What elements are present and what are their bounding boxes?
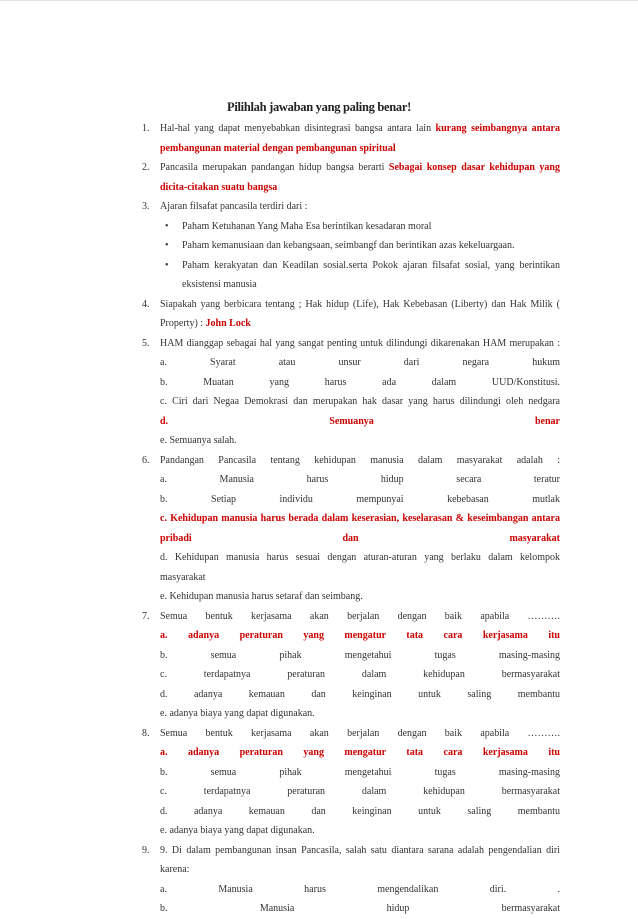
answer-text: John Lock <box>205 318 251 329</box>
question-stem: Pandangan Pancasila tentang kehidupan manusia dalam masyarakat adalah : <box>160 454 560 466</box>
option-c-answer-continued: pribadi dan masyarakat <box>160 532 560 544</box>
bullet-continuation: eksistensi manusia <box>182 279 257 290</box>
bullet-icon: • <box>165 240 169 251</box>
option-b: b. Setiap individu mempunyai kebebasan mutlak <box>160 493 560 505</box>
option-d: d. adanya kemauan dan keinginan untuk saling membantu <box>160 688 560 700</box>
option-d-continued: masyarakat <box>160 571 206 583</box>
answer-text: kurang seimbangnya antara <box>435 123 560 134</box>
option-a: a. Manusia harus mengendalikan diri. . <box>160 883 560 895</box>
question-stem: Hal-hal yang dapat menyebabkan disintegrasi bangsa antara lain <box>160 123 436 134</box>
question-9 <box>142 841 560 919</box>
question-stem: Semua bentuk kerjasama akan berjalan dengan baik apabila ………. <box>160 610 560 622</box>
option-b: b. Manusia hidup bermasyarakat <box>160 903 560 914</box>
option-d: d. Kehidupan manusia harus sesuai dengan aturan-aturan yang berlaku dalam kelompok <box>160 552 560 563</box>
question-5 <box>142 334 560 451</box>
question-stem: Ajaran filsafat pancasila terdiri dari : <box>160 201 308 212</box>
option-c: c. terdapatnya peraturan dalam kehidupan bermasyarakat <box>160 669 560 680</box>
question-number: 6. <box>142 454 150 466</box>
option-a-answer: a. adanya peraturan yang mengatur tata cara kerjasama itu <box>160 630 560 641</box>
option-d: d. adanya kemauan dan keinginan untuk saling membantu <box>160 805 560 817</box>
bullet-icon: • <box>165 220 169 232</box>
option-b: b. semua pihak mengetahui tugas masing-masing <box>160 649 560 661</box>
option-e: e. Semuanya salah. <box>160 435 237 446</box>
question-stem: Pancasila merupakan pandangan hidup bangsa berarti <box>160 162 389 173</box>
question-line <box>160 119 560 139</box>
option-c: c. Ciri dari Negaa Demokrasi dan merupakan hak dasar yang harus dilindungi oleh nedgara <box>160 396 560 407</box>
page-top-border <box>0 0 638 1</box>
question-number: 1. <box>142 123 150 134</box>
question-number: 8. <box>142 727 150 739</box>
question-7 <box>142 607 560 724</box>
question-line: Property) : John Lock <box>160 318 251 329</box>
question-number: 2. <box>142 162 150 173</box>
question-number: 7. <box>142 610 150 622</box>
question-stem: HAM dianggap sebagai hal yang sangat penting untuk dilindungi dikarenakan HAM merupakan : <box>160 337 560 349</box>
option-e: e. adanya biaya yang dapat digunakan. <box>160 825 315 836</box>
question-stem: Semua bentuk kerjasama akan berjalan dengan baik apabila ………. <box>160 727 560 739</box>
answer-text: pembangunan material dengan pembangunan spiritual <box>160 142 396 154</box>
question-list <box>142 119 560 919</box>
bullet-item: • Paham kerakyatan dan Keadilan sosial.serta Pokok ajaran filsafat sosial, yang berintikan <box>160 256 560 276</box>
answer-text: Sebagai konsep dasar kehidupan yang <box>388 162 560 173</box>
answer-text: dicita-citakan suatu bangsa <box>160 181 278 193</box>
question-number: 3. <box>142 201 150 212</box>
question-line: Siapakah yang berbicara tentang ; Hak hidup (Life), Hak Kebebasan (Liberty) dan Hak Milik ( <box>160 298 560 310</box>
question-4 <box>142 295 560 334</box>
option-b: b. Muatan yang harus ada dalam UUD/Konstitusi. <box>160 376 560 388</box>
option-c-answer: c. Kehidupan manusia harus berada dalam keserasian, keselarasan & keseimbangan antara <box>160 513 560 524</box>
bullet-item: • Paham kemanusiaan dan kebangsaan, seimbangf dan berintikan azas kekeluargaan. <box>160 236 560 256</box>
question-3 <box>142 197 560 295</box>
question-6 <box>142 451 560 607</box>
option-b: b. semua pihak mengetahui tugas masing-masing <box>160 766 560 778</box>
bullet-item: • Paham Ketuhanan Yang Maha Esa berintikan kesadaran moral <box>160 217 560 237</box>
question-8 <box>142 724 560 841</box>
page-title: Pilihlah jawaban yang paling benar! <box>227 100 411 114</box>
question-1 <box>142 119 560 158</box>
question-line <box>160 158 560 178</box>
option-c: c. terdapatnya peraturan dalam kehidupan bermasyarakat <box>160 786 560 797</box>
option-e: e. Kehidupan manusia harus setaraf dan seimbang. <box>160 591 363 602</box>
question-number: 5. <box>142 337 150 349</box>
option-a: a. Syarat atau unsur dari negara hukum <box>160 357 560 368</box>
question-number: 4. <box>142 298 150 310</box>
question-2 <box>142 158 560 197</box>
question-stem-continued: karena: <box>160 864 190 875</box>
option-a-answer: a. adanya peraturan yang mengatur tata cara kerjasama itu <box>160 747 560 758</box>
option-e: e. adanya biaya yang dapat digunakan. <box>160 708 315 719</box>
option-d-answer: d. Semuanya benar <box>160 415 560 427</box>
question-number: 9. <box>142 844 150 856</box>
question-stem: 9. Di dalam pembangunan insan Pancasila, salah satu diantara sarana adalah pengendalian diri <box>160 844 560 856</box>
bullet-icon: • <box>165 259 169 271</box>
option-a: a. Manusia harus hidup secara teratur <box>160 474 560 485</box>
